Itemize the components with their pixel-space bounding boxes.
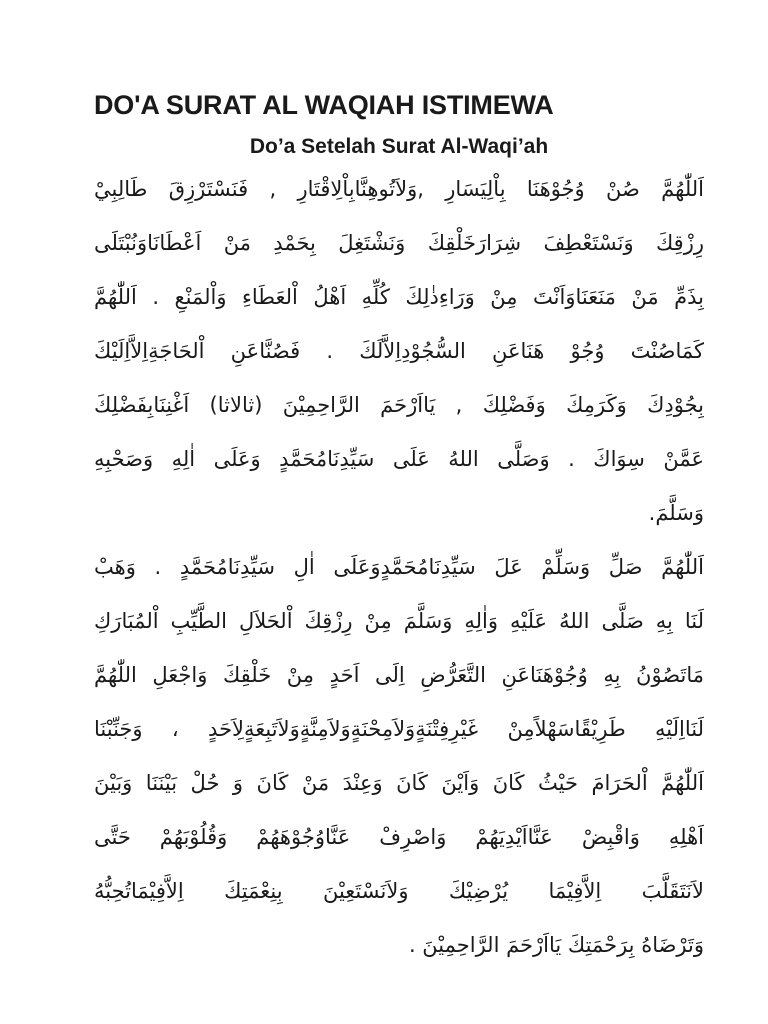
prayer-paragraph-1: [94, 162, 704, 540]
prayer-line: اَللّٰهُمَّ صَلِّ وَسَلِّمْ عَلَ سَيِّدِنَامُحَمَّدٍوَعَلَى اٰلِ سَيِّدِنَامُحَمَّدٍ . وَهَبْ: [94, 555, 704, 579]
prayer-line: كَمَاصُنْتَ وُجُوْ هَنَاعَنِ السُّجُوْدِاِلاَّلَكَ . فَصُنَّاعَنِ اْلحَاجَةِاِلاَّاِلَيْكَ: [94, 339, 704, 363]
prayer-line: لَنَا بِهِ صَلَّى اللهُ عَلَيْهِ وَاٰلِهِ وَسَلَّمَ مِنْ رِزْقِكَ اْلحَلاَلِ الطَّيِّبِ اْلمُبَارَكِ: [94, 609, 704, 633]
document-title: DO'A SURAT AL WAQIAH ISTIMEWA: [94, 90, 554, 120]
prayer-line: بِذَمِّ مَنْ مَنَعَنَاوَاَنْتَ مِنْ وَرَاءِذٰلِكَ كُلِّهِ اَهْلُ اْلعَطَاءِ وَاْلمَنْعِ . اَللّٰهُمَّ: [94, 285, 704, 309]
prayer-line: اَللّٰهُمَّ اْلحَرَامَ حَيْثُ كَانَ وَاَيْنَ كَانَ وَعِنْدَ مَنْ كَانَ وَ حُلْ بَيْنَنَا وَبَيْنَ: [94, 771, 704, 795]
prayer-line: لَنَااِلَيْهِ طَرِيْقًاسَهْلاًمِنْ غَيْرِفِتْنَةٍوَلاَمِحْنَةٍوَلاَمِنَّةٍوَلاَتَبِعَةٍلِاَحَدٍ ، وَجَنِّبْنَا: [94, 717, 704, 741]
prayer-paragraph-2: [94, 540, 704, 972]
prayer-line: اَللّٰهُمَّ صُنْ وُجُوْهَنَا بِاْلِيَسَارِ ,وَلاَتُوهِنَّابِاْلِاقْتَارِ , فَنَسْتَرْزِقَ طَالِبِيْ: [94, 177, 704, 201]
prayer-line: اَهْلِهِ وَاقْبِضْ عَنَّااَيْدِيَهُمْ وَاصْرِفْ عَنَّاوُجُوْهَهُمْ وَقُلُوْبَهُمْ حَتَّى: [94, 825, 704, 849]
prayer-line: وَتَرْضَاهُ بِرَحْمَتِكَ يَااَرْحَمَ الرَّاحِمِيْنَ .: [408, 933, 704, 957]
prayer-line: عَمَّنْ سِوَاكَ . وَصَلَّى اللهُ عَلَى سَيِّدِنَامُحَمَّدٍ وَعَلَى اٰلِهِ وَصَحْبِهِ: [94, 447, 704, 471]
prayer-line: وَسَلَّمَ.: [648, 501, 704, 525]
prayer-line: مَاتَصُوْنُ بِهِ وُجُوْهَنَاعَنِ التَّعَرُّضِ اِلَى اَحَدٍ مِنْ خَلْقِكَ وَاجْعَلِ اللّٰهُمَّ: [94, 663, 704, 687]
prayer-line: بِجُوْدِكَ وَكَرَمِكَ وَفَضْلِكَ , يَااَرْحَمَ الرَّاحِمِيْنَ (ثالاثا) اَغْنِنَابِفَضْلِكَ: [94, 393, 704, 417]
document-subtitle: Do’a Setelah Surat Al-Waqi’ah: [249, 135, 549, 158]
prayer-line: لاَنَتَقَلَّبَ اِلاَّفِيْمَا يُرْضِيْكَ وَلاَنَسْتَعِيْنَ بِنِعْمَتِكَ اِلاَّفِيْمَاتُحِبُّهُ: [94, 879, 704, 903]
document-page: [94, 88, 704, 972]
prayer-line: رِزْقِكَ وَنَسْتَعْطِفَ شِرَارَخَلْقِكَ وَنَشْتَغِلَ بِحَمْدِ مَنْ اَعْطَانَاوَنُبْتَلَى: [94, 231, 704, 255]
